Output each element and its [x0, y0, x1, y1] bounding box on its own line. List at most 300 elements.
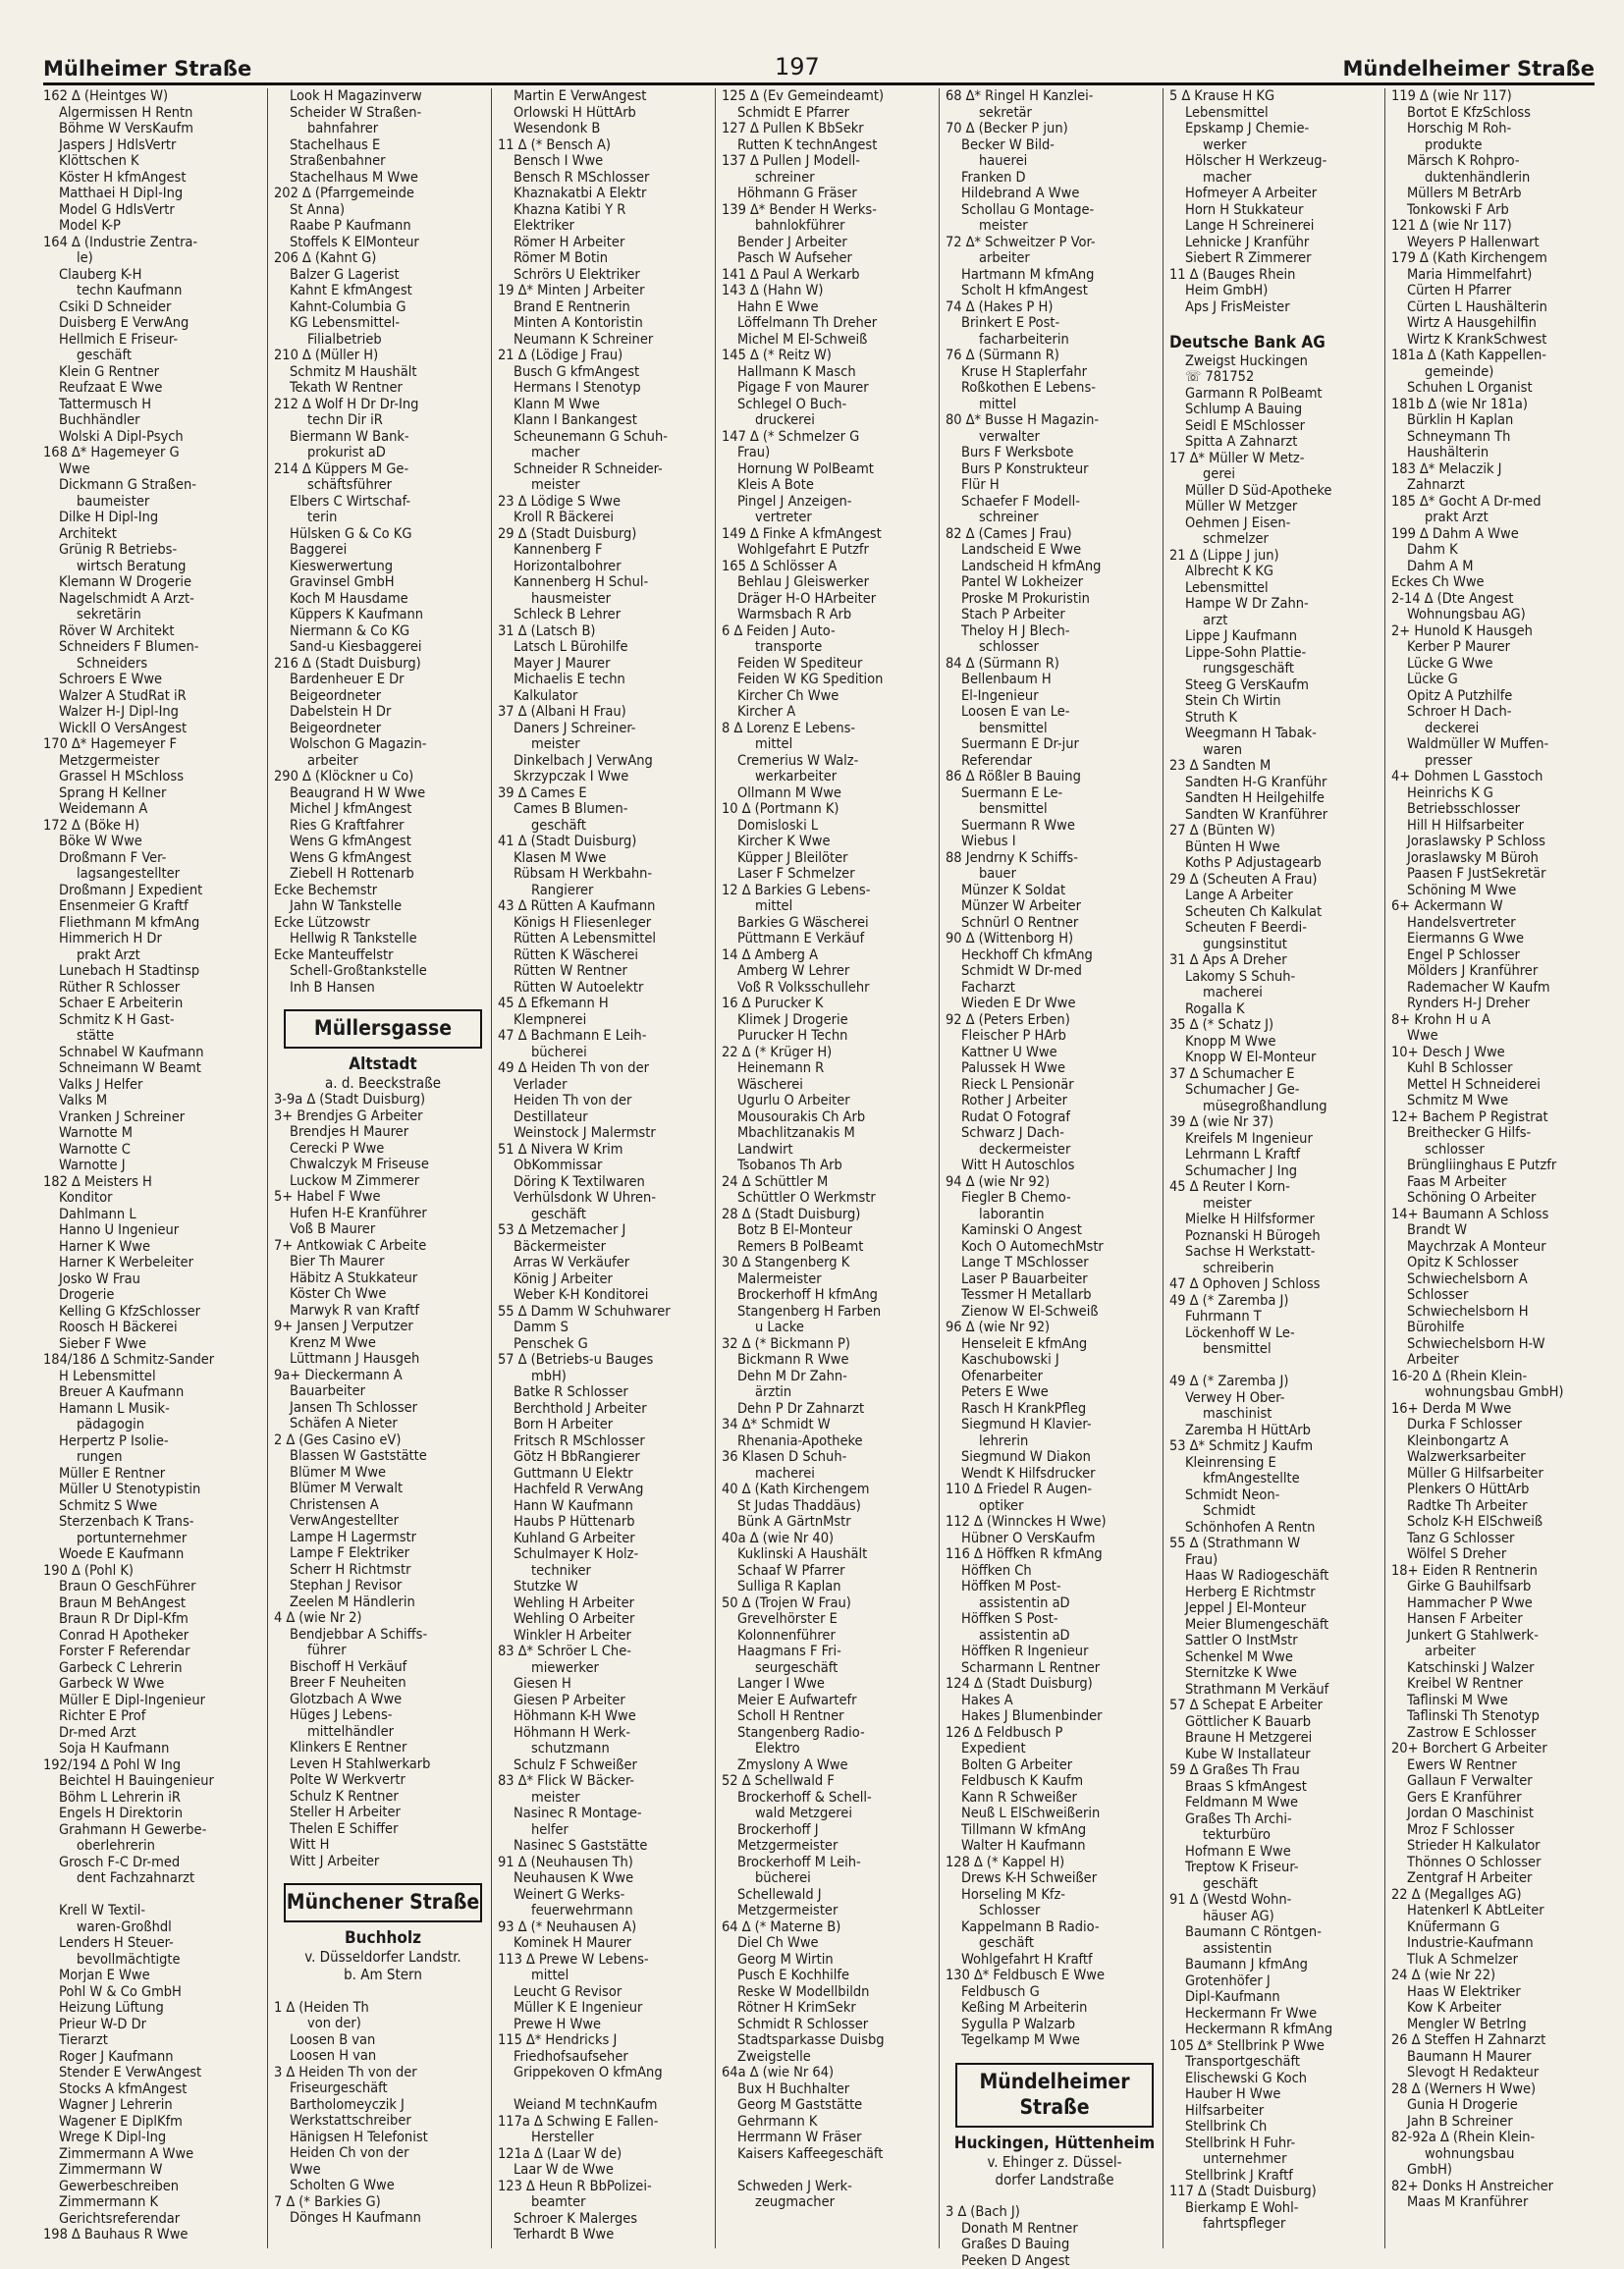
directory-entry: Schroers E Wwe: [43, 672, 261, 688]
directory-entry: mittel: [722, 736, 940, 753]
directory-entry: macherei: [1169, 985, 1385, 1001]
directory-entry: Böhme W VersKaufm: [43, 121, 261, 137]
directory-entry: Höffken S Post-: [946, 1611, 1164, 1628]
directory-entry: 35 ∆ (* Schatz J): [1169, 1017, 1385, 1034]
directory-column: [267, 88, 492, 2248]
directory-entry: 83 ∆* Schröer L Che-: [498, 1644, 716, 1660]
directory-entry: Wolski A Dipl-Psych: [43, 429, 261, 446]
directory-entry: Faas M Arbeiter: [1391, 1174, 1601, 1191]
directory-entry: Heizung Lüftung: [43, 2000, 261, 2017]
directory-entry: Zahnarzt: [1391, 477, 1601, 494]
directory-entry: Rieck L Pensionär: [946, 1077, 1164, 1094]
directory-entry: Strathmann M Verkäuf: [1169, 1682, 1385, 1699]
directory-entry: Kow K Arbeiter: [1391, 2000, 1601, 2017]
directory-entry: Wolschon G Magazin-: [274, 736, 492, 753]
directory-entry: Sprang H Kellner: [43, 785, 261, 802]
directory-entry: Graßes Th Archi-: [1169, 1811, 1385, 1828]
directory-entry: Klann M Wwe: [498, 397, 716, 413]
directory-entry: rungsgeschäft: [1169, 661, 1385, 677]
directory-entry: Zeelen M Händlerin: [274, 1594, 492, 1611]
directory-entry: Roosch H Bäckerei: [43, 1320, 261, 1336]
directory-entry: Gehrmann K: [722, 2114, 940, 2131]
directory-entry: Giesen P Arbeiter: [498, 1693, 716, 1709]
directory-entry: Christensen A: [274, 1497, 492, 1514]
directory-entry: Burs P Konstrukteur: [946, 461, 1164, 478]
directory-entry: Hakes A: [946, 1693, 1164, 1709]
district-heading: Buchholz: [274, 1928, 492, 1948]
directory-entry: Dilke H Dipl-Ing: [43, 510, 261, 526]
directory-entry: Baumann H Maurer: [1391, 2049, 1601, 2066]
directory-entry: Braun R Dr Dipl-Kfm: [43, 1611, 261, 1628]
directory-entry: Thönnes O Schlosser: [1391, 1855, 1601, 1871]
directory-entry: Josko W Frau: [43, 1271, 261, 1288]
directory-entry: Werkstattschreiber: [274, 2113, 492, 2130]
directory-entry: Siegmund W Diakon: [946, 1449, 1164, 1466]
directory-entry: 47 ∆ Ophoven J Schloss: [1169, 1276, 1385, 1293]
directory-entry: Engel P Schlosser: [1391, 947, 1601, 964]
directory-entry: Schneider R Schneider-: [498, 461, 716, 478]
directory-entry: 181a ∆ (Kath Kappellen-: [1391, 348, 1601, 364]
directory-entry: Kaminski O Angest: [946, 1222, 1164, 1239]
directory-entry: Krenz M Wwe: [274, 1335, 492, 1352]
directory-entry: lagsangestellter: [43, 866, 261, 883]
directory-entry: Bendjebbar A Schiffs-: [274, 1627, 492, 1644]
directory-entry: Müller U Stenotypistin: [43, 1482, 261, 1498]
directory-entry: 165 ∆ Schlösser A: [722, 559, 940, 575]
directory-entry: Feldbusch K Kaufm: [946, 1773, 1164, 1790]
directory-entry: Schneymann Th: [1391, 429, 1601, 446]
directory-entry: Orlowski H HüttArb: [498, 105, 716, 122]
directory-entry: Römer H Arbeiter: [498, 235, 716, 251]
directory-entry: Sternitzke K Wwe: [1169, 1665, 1385, 1682]
directory-entry: 115 ∆* Hendricks J: [498, 2032, 716, 2049]
directory-entry: Fleischer P HArb: [946, 1028, 1164, 1045]
directory-entry: Schäfen A Nieter: [274, 1416, 492, 1432]
directory-entry: Hilfsarbeiter: [1169, 2103, 1385, 2120]
directory-entry: Kircher K Wwe: [722, 834, 940, 850]
directory-entry: 21 ∆ (Lödige J Frau): [498, 348, 716, 364]
directory-entry: Batke R Schlosser: [498, 1384, 716, 1401]
directory-entry: Ecke Lützowstr: [274, 915, 492, 932]
directory-entry: Bauarbeiter: [274, 1383, 492, 1400]
directory-entry: Tluk A Schmelzer: [1391, 1952, 1601, 1969]
directory-entry: Rüther R Schlosser: [43, 980, 261, 997]
directory-entry: Pantel W Lokheizer: [946, 574, 1164, 591]
directory-entry: Architekt: [43, 526, 261, 543]
directory-entry: schlosser: [946, 639, 1164, 656]
directory-entry: Rütten A Lebensmittel: [498, 931, 716, 947]
directory-entry: müsegroßhandlung: [1169, 1099, 1385, 1115]
directory-entry: Müller E Dipl-Ingenieur: [43, 1693, 261, 1709]
directory-entry: 105 ∆* Stellbrink P Wwe: [1169, 2038, 1385, 2055]
directory-entry: Kaschubowski J: [946, 1352, 1164, 1369]
directory-entry: Maas M Kranführer: [1391, 2194, 1601, 2211]
directory-entry: Bartholomeyczik J: [274, 2097, 492, 2114]
directory-entry: seurgeschäft: [722, 1660, 940, 1677]
directory-entry: Cürten H Pfarrer: [1391, 283, 1601, 299]
directory-entry: 74 ∆ (Hakes P H): [946, 299, 1164, 316]
directory-entry: 206 ∆ (Kahnt G): [274, 250, 492, 267]
directory-entry: Bischoff H Verkäuf: [274, 1659, 492, 1676]
directory-entry: Prewe H Wwe: [498, 2017, 716, 2033]
directory-entry: Hauber H Wwe: [1169, 2086, 1385, 2103]
directory-entry: techniker: [498, 1563, 716, 1580]
directory-entry: Brockerhoff H kfmAng: [722, 1287, 940, 1304]
directory-entry: 121 ∆ (wie Nr 117): [1391, 218, 1601, 235]
directory-entry: 40 ∆ (Kath Kirchengem: [722, 1482, 940, 1498]
directory-entry: Tekath W Rentner: [274, 380, 492, 397]
directory-entry: waren: [1169, 742, 1385, 759]
directory-entry: 36 Klasen D Schuh-: [722, 1449, 940, 1466]
directory-entry: Barkies G Wäscherei: [722, 915, 940, 932]
directory-entry: Mettel H Schneiderei: [1391, 1077, 1601, 1094]
directory-entry: Schumacher J Ing: [1169, 1163, 1385, 1180]
directory-entry: Horn H Stukkateur: [1169, 202, 1385, 219]
directory-entry: Scharmann L Rentner: [946, 1660, 1164, 1677]
directory-entry: 53 ∆ Metzemacher J: [498, 1222, 716, 1239]
directory-entry: Bünten H Wwe: [1169, 839, 1385, 856]
directory-entry: [498, 2081, 716, 2098]
directory-entry: Hellwig R Tankstelle: [274, 931, 492, 947]
directory-entry: 23 ∆ Lödige S Wwe: [498, 494, 716, 511]
directory-entry: Klasen M Wwe: [498, 850, 716, 867]
directory-entry: Forster F Referendar: [43, 1644, 261, 1660]
directory-entry: Henseleit E kfmAng: [946, 1336, 1164, 1353]
directory-entry: Wagner J Lehrerin: [43, 2097, 261, 2114]
directory-entry: Opitz K Schlosser: [1391, 1255, 1601, 1271]
directory-entry: Tonkowski F Arb: [1391, 202, 1601, 219]
directory-entry: Baumann C Röntgen-: [1169, 1924, 1385, 1941]
directory-entry: Fliethmann M kfmAng: [43, 915, 261, 932]
directory-entry: Landscheid H kfmAng: [946, 559, 1164, 575]
directory-entry: 168 ∆* Hagemeyer G: [43, 445, 261, 461]
directory-entry: Amberg W Lehrer: [722, 963, 940, 980]
directory-entry: Durka F Schlosser: [1391, 1417, 1601, 1433]
district-range: a. d. Beeckstraße: [274, 1074, 492, 1092]
directory-entry: Remers B PolBeamt: [722, 1239, 940, 1256]
directory-entry: Georg M Gaststätte: [722, 2097, 940, 2114]
directory-entry: Ries G Kraftfahrer: [274, 818, 492, 835]
directory-entry: Haubs P Hüttenarb: [498, 1514, 716, 1531]
directory-entry: Garbeck C Lehrerin: [43, 1660, 261, 1677]
directory-entry: Hansen F Arbeiter: [1391, 1611, 1601, 1628]
directory-entry: 172 ∆ (Böke H): [43, 818, 261, 835]
directory-entry: Lehnicke J Kranführ: [1169, 235, 1385, 251]
directory-entry: Lippe J Kaufmann: [1169, 628, 1385, 645]
directory-entry: Höhmann G Fräser: [722, 186, 940, 202]
directory-entry: u Lacke: [722, 1320, 940, 1336]
directory-column: [43, 88, 261, 2248]
directory-entry: Lange T MSchlosser: [946, 1255, 1164, 1271]
directory-entry: Sieber F Wwe: [43, 1336, 261, 1353]
directory-entry: El-Ingenieur: [946, 688, 1164, 705]
directory-entry: 70 ∆ (Becker P jun): [946, 121, 1164, 137]
directory-entry: bücherei: [722, 1870, 940, 1887]
directory-entry: Frau): [1169, 1552, 1385, 1569]
directory-entry: Hüges J Lebens-: [274, 1707, 492, 1724]
directory-entry: kfmAngestellte: [1169, 1471, 1385, 1487]
directory-entry: 17 ∆* Müller W Metz-: [1169, 451, 1385, 467]
directory-columns: [43, 88, 1595, 2248]
directory-entry: Droßmann J Expedient: [43, 883, 261, 899]
directory-entry: Himmerich H Dr: [43, 931, 261, 947]
directory-entry: 124 ∆ (Stadt Duisburg): [946, 1676, 1164, 1693]
directory-entry: Cerecki P Wwe: [274, 1141, 492, 1158]
directory-entry: Wagener E DiplKfm: [43, 2114, 261, 2131]
directory-entry: Glotzbach A Wwe: [274, 1692, 492, 1708]
directory-entry: Feiden W Spediteur: [722, 656, 940, 673]
directory-entry: Kuhl B Schlosser: [1391, 1060, 1601, 1077]
directory-entry: Berchthold J Arbeiter: [498, 1401, 716, 1418]
directory-entry: Schöning M Wwe: [1391, 883, 1601, 899]
directory-entry: Lebensmittel: [1169, 105, 1385, 122]
directory-entry: Kelling G KfzSchlosser: [43, 1304, 261, 1321]
directory-entry: Behlau J Gleiswerker: [722, 574, 940, 591]
directory-entry: 3-9a ∆ (Stadt Duisburg): [274, 1092, 492, 1108]
directory-entry: Bolten G Arbeiter: [946, 1757, 1164, 1774]
directory-entry: Straßenbahner: [274, 153, 492, 170]
directory-entry: Verlader: [498, 1077, 716, 1094]
directory-entry: druckerei: [722, 412, 940, 429]
directory-entry: Bäckermeister: [498, 1239, 716, 1256]
directory-entry: Wens G kfmAngest: [274, 834, 492, 850]
directory-entry: Warnotte M: [43, 1125, 261, 1142]
directory-entry: Grahmann H Gewerbe-: [43, 1822, 261, 1839]
directory-entry: Taflinski M Wwe: [1391, 1693, 1601, 1709]
directory-entry: 125 ∆ (Ev Gemeindeamt): [722, 88, 940, 105]
directory-entry: Metzgermeister: [43, 753, 261, 770]
directory-entry: produkte: [1391, 137, 1601, 154]
directory-entry: Schmidt: [1169, 1503, 1385, 1520]
directory-entry: Konditor: [43, 1190, 261, 1207]
directory-entry: Kleis A Bote: [722, 477, 940, 494]
directory-entry: Pusch E Kochhilfe: [722, 1968, 940, 1984]
directory-entry: Hartmann M kfmAng: [946, 267, 1164, 284]
directory-entry: 83 ∆* Flick W Bäcker-: [498, 1773, 716, 1790]
directory-entry: Feldbusch G: [946, 1984, 1164, 2001]
directory-entry: 91 ∆ (Westd Wohn-: [1169, 1892, 1385, 1909]
directory-entry: Wohlgefahrt E Putzfr: [722, 542, 940, 559]
directory-entry: Nasinec R Montage-: [498, 1806, 716, 1822]
directory-entry: 139 ∆* Bender H Werks-: [722, 202, 940, 219]
directory-entry: Köster Ch Wwe: [274, 1286, 492, 1303]
directory-entry: 5+ Habel F Wwe: [274, 1189, 492, 1206]
directory-entry: 16 ∆ Purucker K: [722, 996, 940, 1012]
directory-entry: Lakomy S Schuh-: [1169, 969, 1385, 986]
directory-entry: Sattler O InstMstr: [1169, 1633, 1385, 1649]
directory-entry: Schulz F Schweißer: [498, 1757, 716, 1774]
directory-entry: Knüfermann G: [1391, 1919, 1601, 1936]
directory-entry: Mousourakis Ch Arb: [722, 1109, 940, 1126]
directory-entry: Hildebrand A Wwe: [946, 186, 1164, 202]
directory-entry: Loosen B van: [274, 2032, 492, 2049]
directory-entry: 290 ∆ (Klöckner u Co): [274, 769, 492, 785]
directory-entry: Weinert G Werks-: [498, 1887, 716, 1904]
directory-entry: Klein G Rentner: [43, 364, 261, 381]
directory-entry: Hampe W Dr Zahn-: [1169, 596, 1385, 613]
directory-entry: Botz B El-Monteur: [722, 1222, 940, 1239]
directory-entry: Zweigst Huckingen: [1169, 353, 1385, 370]
directory-entry: Kroll R Bäckerei: [498, 510, 716, 526]
directory-entry: 5 ∆ Krause H KG: [1169, 88, 1385, 105]
directory-entry: Balzer G Lagerist: [274, 267, 492, 284]
directory-entry: Stellbrink Ch: [1169, 2119, 1385, 2135]
directory-entry: Opitz A Putzhilfe: [1391, 688, 1601, 705]
directory-entry: Ollmann M Wwe: [722, 785, 940, 802]
directory-entry: Arras W Verkäufer: [498, 1255, 716, 1271]
directory-entry: 117 ∆ (Stadt Duisburg): [1169, 2184, 1385, 2200]
directory-entry: 23 ∆ Sandten M: [1169, 758, 1385, 775]
directory-entry: Burs F Werksbote: [946, 445, 1164, 461]
directory-entry: Gewerbeschreiben: [43, 2179, 261, 2195]
directory-entry: Landscheid E Wwe: [946, 542, 1164, 559]
directory-column: [1163, 88, 1385, 2248]
directory-entry: Michel J kfmAngest: [274, 801, 492, 818]
directory-entry: Valks M: [43, 1093, 261, 1109]
directory-entry: Hofmann E Wwe: [1169, 1844, 1385, 1861]
directory-entry: Theloy H J Blech-: [946, 623, 1164, 640]
directory-entry: Siebert R Zimmerer: [1169, 250, 1385, 267]
directory-entry: Dräger H-O HArbeiter: [722, 591, 940, 608]
directory-entry: Peeken D Angest: [946, 2253, 1164, 2269]
directory-entry: 128 ∆ (* Kappel H): [946, 1855, 1164, 1871]
directory-entry: macher: [1169, 170, 1385, 187]
directory-entry: Schumacher J Ge-: [1169, 1082, 1385, 1099]
directory-entry: Klann I Bankangest: [498, 412, 716, 429]
directory-entry: Lehrmann L Kraftf: [1169, 1147, 1385, 1163]
directory-entry: Schmitz K H Gast-: [43, 1012, 261, 1029]
directory-entry: Reufzaat E Wwe: [43, 380, 261, 397]
directory-entry: Göttlicher K Bauarb: [1169, 1714, 1385, 1731]
directory-entry: 16-20 ∆ (Rhein Klein-: [1391, 1369, 1601, 1385]
directory-entry: Witt H: [274, 1837, 492, 1854]
directory-entry: Model G HdlsVertr: [43, 202, 261, 219]
directory-entry: [1169, 1358, 1385, 1375]
directory-entry: Kuklinski A Haushält: [722, 1546, 940, 1563]
directory-entry: Schlegel O Buch-: [722, 397, 940, 413]
directory-entry: Dr-med Arzt: [43, 1725, 261, 1742]
directory-entry: 24 ∆ (wie Nr 22): [1391, 1968, 1601, 1984]
directory-entry: 110 ∆ Friedel R Augen-: [946, 1482, 1164, 1498]
directory-entry: Fiegler B Chemo-: [946, 1190, 1164, 1207]
directory-column: [939, 88, 1164, 2248]
directory-entry: Hübner O VersKaufm: [946, 1531, 1164, 1547]
directory-entry: Höffken R Ingenieur: [946, 1644, 1164, 1660]
directory-entry: le): [43, 250, 261, 267]
directory-entry: 86 ∆ Rößler B Bauing: [946, 769, 1164, 785]
directory-entry: rungen: [43, 1449, 261, 1466]
directory-entry: 141 ∆ Paul A Werkarb: [722, 267, 940, 284]
directory-entry: Drews K-H Schweißer: [946, 1870, 1164, 1887]
directory-entry: Elischewski G Koch: [1169, 2071, 1385, 2087]
directory-entry: Hammacher P Wwe: [1391, 1595, 1601, 1612]
directory-entry: assistentin: [1169, 1941, 1385, 1958]
directory-entry: Hanno U Ingenieur: [43, 1222, 261, 1239]
directory-entry: Breithecker G Hilfs-: [1391, 1125, 1601, 1142]
directory-entry: ärztin: [722, 1384, 940, 1401]
directory-entry: Dahm K: [1391, 542, 1601, 559]
directory-entry: Kleinbongartz A: [1391, 1433, 1601, 1450]
directory-entry: 32 ∆ (* Bickmann P): [722, 1336, 940, 1353]
directory-entry: geschäft: [946, 1935, 1164, 1952]
directory-entry: Rütten K Wäscherei: [498, 947, 716, 964]
directory-entry: Zimmermann W: [43, 2162, 261, 2179]
directory-entry: Elbers C Wirtschaf-: [274, 494, 492, 511]
directory-entry: dent Fachzahnarzt: [43, 1870, 261, 1887]
directory-entry: Dehn P Dr Zahnarzt: [722, 1401, 940, 1418]
directory-entry: Kannenberg H Schul-: [498, 574, 716, 591]
directory-entry: Domisloski L: [722, 818, 940, 835]
directory-entry: Wwe: [1391, 1028, 1601, 1045]
directory-entry: Wiebus I: [946, 834, 1164, 850]
directory-entry: Waldmüller W Muffen-: [1391, 736, 1601, 753]
directory-entry: Grippekoven O kfmAng: [498, 2065, 716, 2081]
directory-entry: 49 ∆ (* Zaremba J): [1169, 1293, 1385, 1310]
directory-entry: Scholl H Rentner: [722, 1708, 940, 1725]
directory-entry: Rudat O Fotograf: [946, 1109, 1164, 1126]
directory-entry: Chwalczyk M Friseuse: [274, 1157, 492, 1173]
directory-entry: Böke W Wwe: [43, 834, 261, 850]
directory-entry: häuser AG): [1169, 1909, 1385, 1925]
directory-entry: 93 ∆ (* Neuhausen A): [498, 1919, 716, 1936]
directory-entry: Schwiechelsborn H: [1391, 1304, 1601, 1321]
directory-entry: Breuer A Kaufmann: [43, 1384, 261, 1401]
directory-entry: Stutzke W: [498, 1579, 716, 1595]
directory-entry: Wrege K Dipl-Ing: [43, 2130, 261, 2146]
directory-entry: Schaaf W Pfarrer: [722, 1563, 940, 1580]
directory-entry: Neumann K Schreiner: [498, 332, 716, 349]
directory-entry: 37 ∆ Schumacher E: [1169, 1066, 1385, 1083]
directory-entry: Häbitz A Stukkateur: [274, 1270, 492, 1287]
directory-entry: Weinstock J Malermstr: [498, 1125, 716, 1142]
directory-entry: Schwarz J Dach-: [946, 1125, 1164, 1142]
directory-entry: mittelhändler: [274, 1724, 492, 1741]
directory-entry: 199 ∆ Dahm A Wwe: [1391, 526, 1601, 543]
directory-entry: Zienow W El-Schweiß: [946, 1304, 1164, 1321]
directory-entry: Dahlmann L: [43, 1207, 261, 1223]
directory-entry: Schmitz S Wwe: [43, 1498, 261, 1515]
directory-entry: Heinrichs K G: [1391, 785, 1601, 802]
directory-entry: Thelen E Schiffer: [274, 1821, 492, 1838]
directory-entry: Ziebell H Rottenarb: [274, 866, 492, 883]
directory-entry: Eckes Ch Wwe: [1391, 574, 1601, 591]
directory-entry: 9+ Jansen J Verputzer: [274, 1319, 492, 1335]
directory-entry: Siegmund H Klavier-: [946, 1417, 1164, 1433]
directory-entry: 3 ∆ (Bach J): [946, 2204, 1164, 2221]
directory-entry: Harner K Werbeleiter: [43, 1255, 261, 1271]
directory-entry: Wirtz A Hausgehilfin: [1391, 315, 1601, 332]
directory-entry: Brand E Rentnerin: [498, 299, 716, 316]
directory-entry: schreiberin: [1169, 1261, 1385, 1277]
directory-entry: Laser F Schmelzer: [722, 866, 940, 883]
directory-entry: Cremerius W Walz-: [722, 753, 940, 770]
district-range: dorfer Landstraße: [946, 2171, 1164, 2188]
directory-entry: Bierkamp E Wohl-: [1169, 2200, 1385, 2217]
directory-entry: Neuhausen K Wwe: [498, 1870, 716, 1887]
directory-entry: Transportgeschäft: [1169, 2054, 1385, 2071]
directory-entry: 82-92a ∆ (Rhein Klein-: [1391, 2130, 1601, 2146]
directory-entry: Handelsvertreter: [1391, 915, 1601, 932]
directory-entry: Meier E Aufwartefr: [722, 1693, 940, 1709]
directory-entry: Winkler H Arbeiter: [498, 1628, 716, 1645]
directory-entry: 96 ∆ (wie Nr 92): [946, 1320, 1164, 1336]
directory-entry: Müller W Metzger: [1169, 499, 1385, 515]
directory-entry: deckermeister: [946, 1142, 1164, 1159]
directory-entry: Grosch F-C Dr-med: [43, 1855, 261, 1871]
directory-entry: Plenkers O HüttArb: [1391, 1482, 1601, 1498]
directory-entry: Lücke G: [1391, 672, 1601, 688]
directory-entry: schäftsführer: [274, 477, 492, 494]
